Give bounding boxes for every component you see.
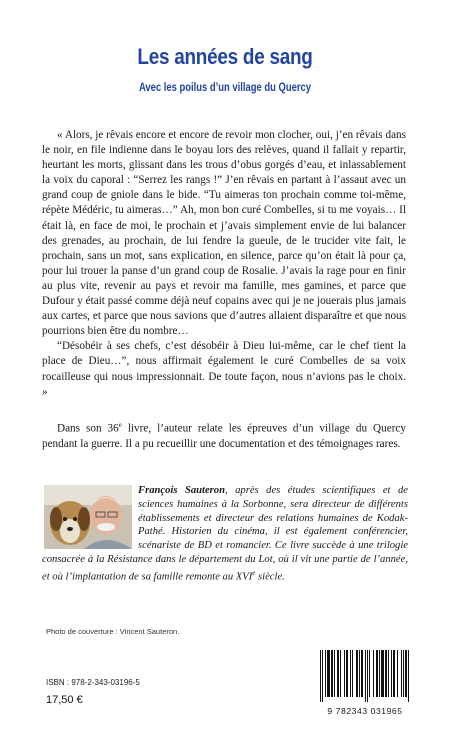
book-title: Les années de sang bbox=[137, 44, 313, 69]
summary bbox=[42, 418, 406, 452]
summary-text-2: livre, l’auteur relate les épreuves d’un village du Quercy pendant la guerre. Il a pu recueillir une documentation et des témoignages rares. bbox=[42, 422, 406, 450]
isbn: ISBN : 978-2-343-03196-5 bbox=[46, 678, 140, 687]
barcode-bars bbox=[316, 650, 414, 702]
bio-text-1: , après des études scientifiques et de sciences humaines à la Sorbonne, sera directeur de différents établissements et directeur des relations humaines de Kodak-Pathé. Historien du cinéma, il est également conférencier, scénariste de BD et romancier. Ce livre succède à une trilogie consacrée à la Résistance dans le département du Lot, où il vit une partie de l’année, et où l’implantation de sa famille remonte au XVI bbox=[42, 485, 408, 583]
summary-paragraph bbox=[42, 418, 406, 452]
bio-text-2: siècle. bbox=[255, 571, 285, 583]
book-subtitle: Avec les poilus d’un village du Quercy bbox=[138, 82, 312, 94]
barcode bbox=[316, 650, 414, 714]
quote-paragraph-1: « Alors, je rêvais encore et encore de revoir mon clocher, oui, j’en rêvais dans le noir, en file indienne dans le boyau lors des relèves, quand il fallait y repartir, heurtant les morts, glissant dans les trous d’obus gorgés d’eau, et inlassablement la voix du caporal : “Serrez les rangs !” J’en rêvais en partant à l’assaut avec un grand coup de gniole dans le bide. “Tu aimeras ton prochain comme toi-même, répète Médéric, tu aimeras…” Ah, mon bon curé Combelles, si tu me voyais… Il était là, en face de moi, le prochain et j’avais simplement envie de lui balancer des grenades, au prochain, de lui fendre la gueule, de le trucider vite fait, le prochain, sans un mot, sans explication, en silence, parce qu’on était là pour ça, pour lui trouer la panse d’un grand coup de Rosalie. J’avais la rage pour en finir au plus vite, revenir au pays et revoir ma famille, mes gamines, et parce que Dufour y était passé comme déjà neuf copains avec qui je ne jouerais plus jamais aux cartes, et parce que nous savions que d’autres allaient disparaître et que nous pourrions bien être du nombre… bbox=[42, 129, 406, 338]
bio-superscript: e bbox=[252, 568, 256, 577]
quote-paragraph-2: “Désobéir à ses chefs, c’est désobéir à Dieu lui-même, car le chef tient la place de Dieu…”, nous affirmait également le curé Combelles de sa voix rocailleuse qui nous impressionnait. De toute façon, nous n’avions pas le choix. » bbox=[42, 340, 406, 398]
price: 17,50 € bbox=[46, 694, 83, 706]
author-bio bbox=[42, 484, 408, 584]
author-name: François Sauteron bbox=[138, 485, 225, 496]
excerpt-quote bbox=[42, 128, 406, 400]
summary-superscript: e bbox=[118, 421, 122, 429]
photo-credit: Photo de couverture : Vincent Sauteron. bbox=[46, 627, 180, 636]
barcode-digits: 9 782343 031965 bbox=[327, 706, 403, 716]
summary-text-1: Dans son 36 bbox=[57, 422, 119, 435]
